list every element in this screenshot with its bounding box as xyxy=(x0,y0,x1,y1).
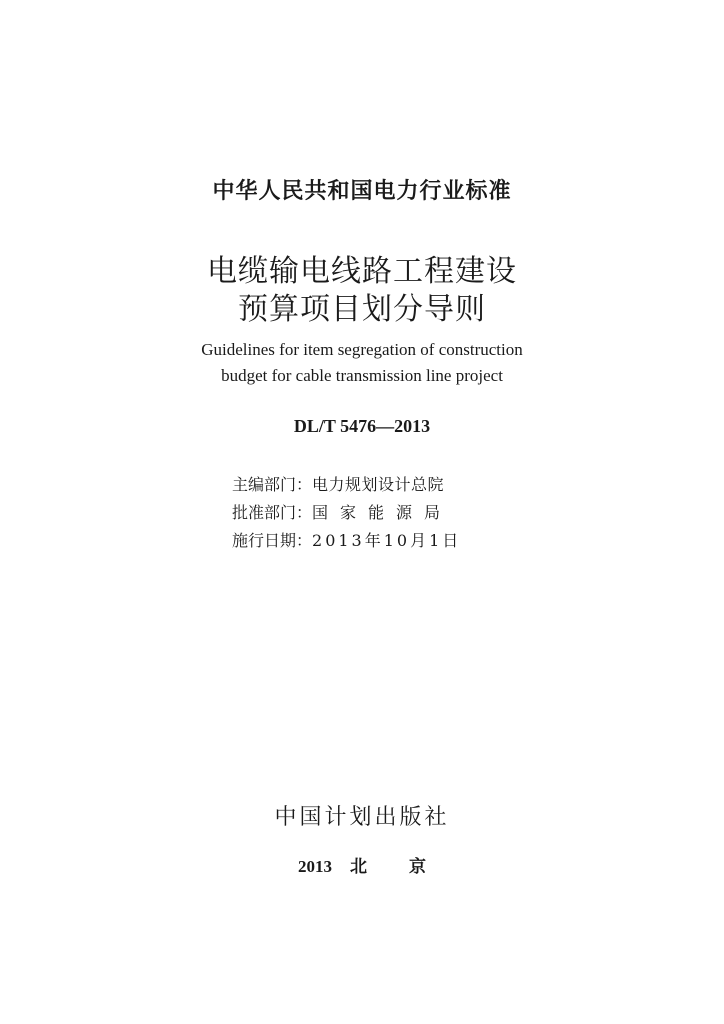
meta-label: 批准部门： xyxy=(232,503,313,522)
english-title-line-2: budget for cable transmission line project xyxy=(221,366,503,385)
meta-label: 施行日期： xyxy=(232,531,313,550)
publication-place-year xyxy=(0,852,724,877)
publication-city-char-2: 京 xyxy=(409,857,426,877)
standard-series-title: 中华人民共和国电力行业标准 xyxy=(212,179,512,204)
meta-row-editor xyxy=(232,472,444,495)
meta-row-effective-date xyxy=(232,528,461,551)
english-title-line-1: Guidelines for item segregation of construction xyxy=(201,340,523,359)
document-title-line-2: 预算项目划分导则 xyxy=(238,292,486,327)
meta-value: 2013年10月1日 xyxy=(312,531,462,550)
meta-value: 电力规划设计总院 xyxy=(312,475,445,494)
meta-label: 主编部门： xyxy=(232,475,313,494)
publisher-name: 中国计划出版社 xyxy=(274,805,450,830)
meta-row-approver xyxy=(232,500,452,523)
meta-value: 国家能源局 xyxy=(312,503,453,522)
publication-year: 2013 xyxy=(298,857,332,876)
standard-code: DL/T 5476—2013 xyxy=(293,416,431,436)
publication-city-char-1: 北 xyxy=(350,857,367,877)
document-title-line-1: 电缆输电线路工程建设 xyxy=(207,254,517,289)
